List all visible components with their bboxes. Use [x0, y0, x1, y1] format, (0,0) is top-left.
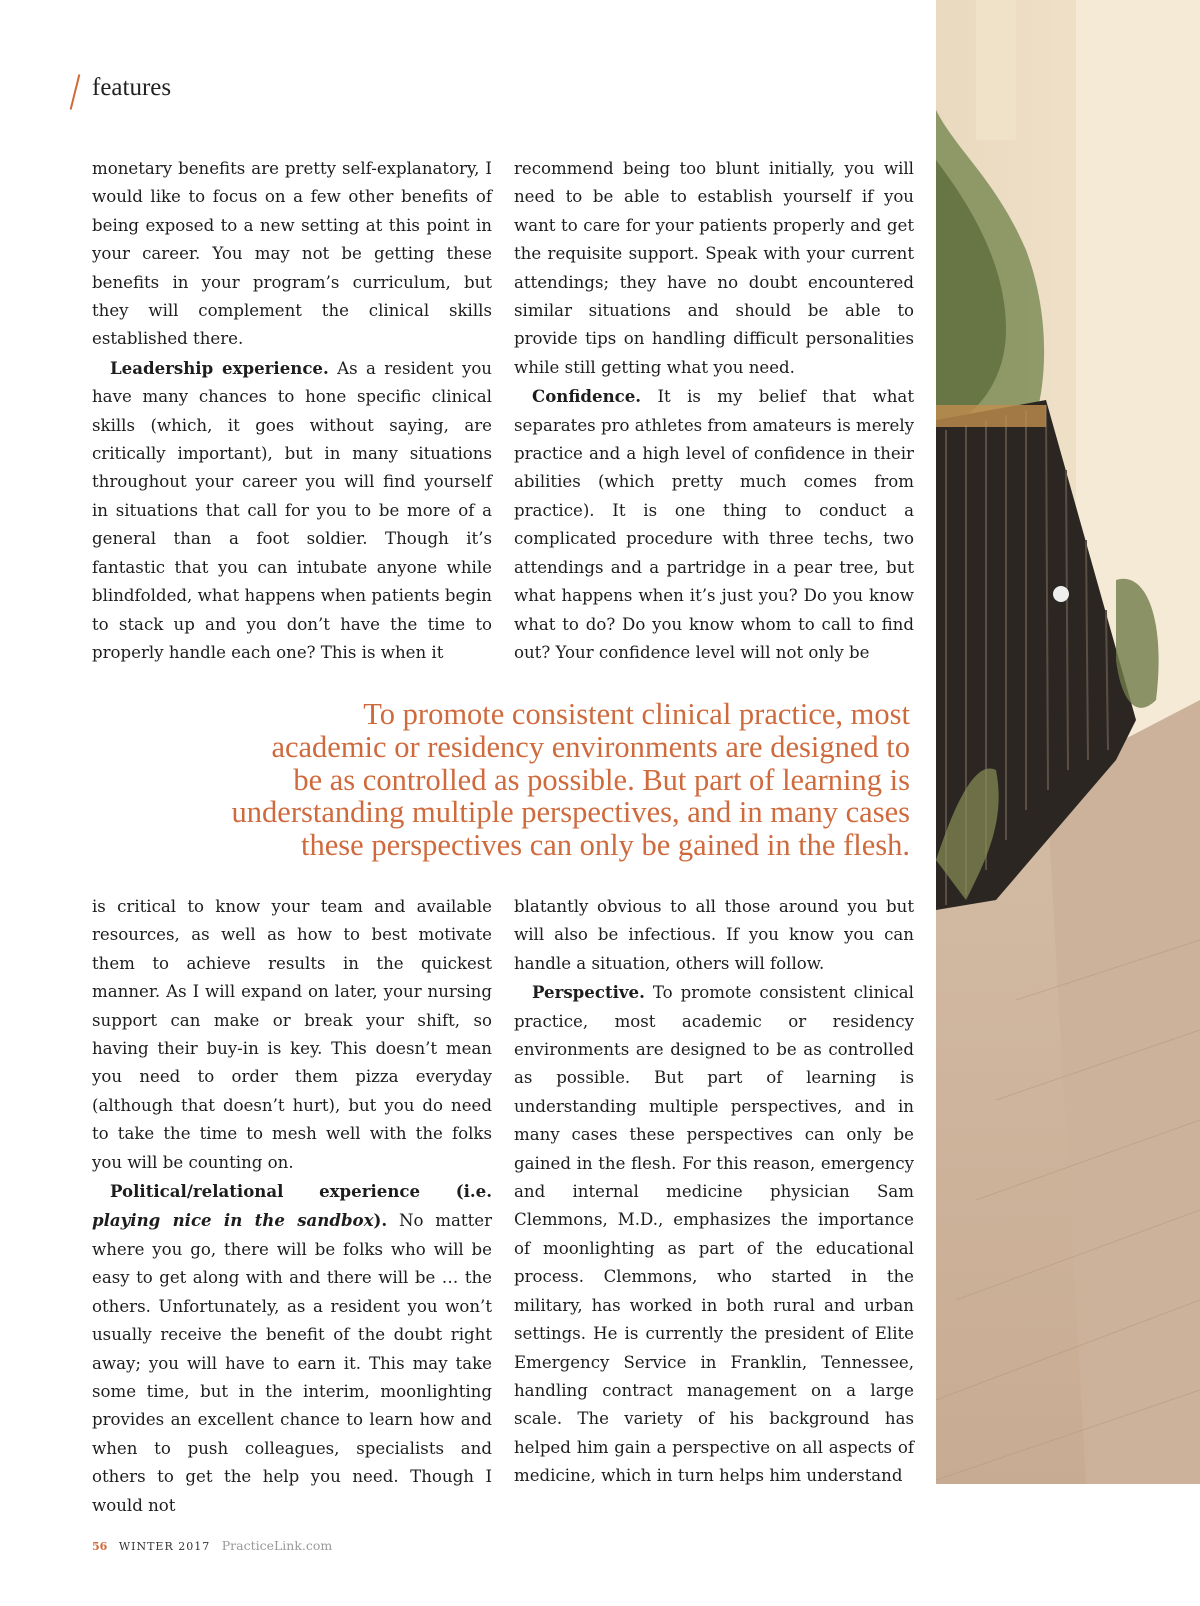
column-bottom-right: [514, 893, 914, 1491]
side-photo-hallway: [936, 0, 1200, 1484]
column-top-left: [92, 155, 492, 667]
paragraph: Confidence. It is my belief that what separates pro athletes from amateurs is merely practice and a high level of confidence in their abilities (which pretty much comes from practice). It is one thing to conduct a complicated procedure with three techs, two attendings and a partridge in a pear tree, but what happens when it’s just you? Do you know what to do? Do you know whom to call to find out? Your confidence level will not only be: [514, 386, 915, 662]
pull-quote: [190, 698, 910, 862]
page-number: 56: [92, 1540, 108, 1553]
subhead-perspective: Perspective.: [532, 982, 645, 1003]
pull-quote-line: academic or residency environments are designed to: [271, 729, 910, 764]
section-slash-mark: [70, 74, 81, 109]
paragraph: is critical to know your team and available resources, as well as how to best motivate them to achieve results in the quickest manner. As I will expand on later, your nursing support can make or break your shift, so having their buy-in is key. This doesn’t mean you need to order them pizza everyday (although that doesn’t hurt), but you do need to take the time to mesh well with the folks you will be counting on.: [92, 897, 492, 1172]
subhead-confidence: Confidence.: [532, 386, 642, 407]
subhead-leadership: Leadership experience.: [110, 357, 329, 378]
paragraph: monetary benefits are pretty self-explanatory, I would like to focus on a few other benefits of being exposed to a new setting at this point in your career. You may not be getting these benefits in your program’s curriculum, but they will complement the clinical skills established there.: [92, 159, 492, 349]
pull-quote-line: To promote consistent clinical practice, most: [363, 697, 910, 731]
paragraph: blatantly obvious to all those around you but will also be infectious. If you know you can handle a situation, others will follow.: [514, 897, 914, 973]
paragraph: Perspective. To promote consistent clinical practice, most academic or residency environments are designed to be as controlled as possible. But part of learning is understanding multiple perspectives, and in many cases these perspectives can only be gained in the flesh. For this reason, emergency and internal medicine physician Sam Clemmons, M.D., emphasizes the importance of moonlighting as part of the educational process. Clemmons, who started in the military, has worked in both rural and urban settings. He is currently the president of Elite Emergency Service in Franklin, Tennessee, handling contract management on a large scale. The variety of his background has helped him gain a perspective on all aspects of medicine, which in turn helps him understand: [514, 982, 914, 1486]
pull-quote-line: these perspectives can only be gained in the flesh.: [301, 828, 910, 863]
pull-quote-line: understanding multiple perspectives, and in many cases: [231, 795, 910, 830]
pull-quote-line: be as controlled as possible. But part of learning is: [293, 762, 910, 797]
paragraph: Leadership experience. As a resident you have many chances to hone specific clinical skills (which, it goes without saying, are critically important), but in many situations throughout your career you will find yourself in situations that call for you to be more of a general than a foot soldier. Though it’s fantastic that you can intubate anyone while blindfolded, what happens when patients begin to stack up and you don’t have the time to properly handle each one? This is when it: [92, 357, 492, 662]
column-bottom-left: [92, 893, 492, 1520]
site-name: PracticeLink.com: [221, 1538, 333, 1553]
issue-label: WINTER 2017: [118, 1540, 211, 1553]
section-label: features: [92, 74, 172, 101]
page-footer: [92, 1538, 332, 1553]
subhead-political: Political/relational experience (i.e. playing nice in the sandbox).: [92, 1181, 492, 1231]
column-top-right: [514, 155, 914, 667]
paragraph: recommend being too blunt initially, you will need to be able to establish yourself if you want to care for your patients properly and get the requisite support. Speak with your current attendings; they have no doubt encountered similar situations and should be able to provide tips on handling difficult personalities while still getting what you need.: [514, 159, 914, 377]
paragraph: Political/relational experience (i.e. playing nice in the sandbox). No matter where you go, there will be folks who will be easy to get along with and there will be … the others. Unfortunately, as a resident you won’t usually receive the benefit of the doubt right away; you will have to earn it. This may take some time, but in the interim, moonlighting provides an excellent chance to learn how and when to push colleagues, specialists and others to get the help you need. Though I would not: [92, 1181, 492, 1515]
